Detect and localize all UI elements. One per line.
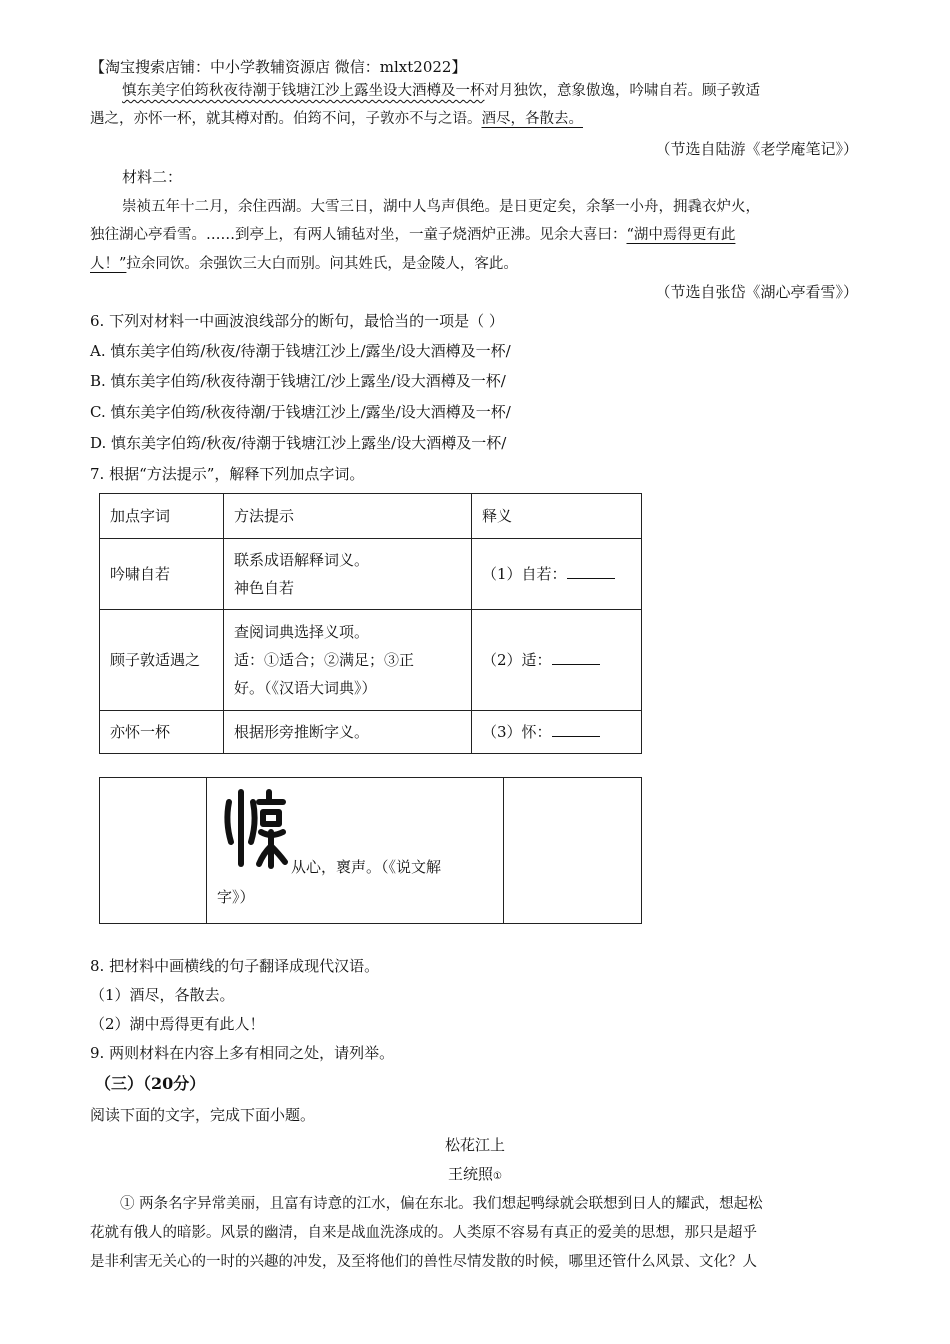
article-para-line2: 花就有俄人的暗影。风景的幽清，自来是战血洗涤成的。人类原不容易有真正的爱美的思想，那只是超乎 — [90, 1225, 757, 1241]
article-author — [0, 1163, 950, 1188]
material1-line1 — [122, 80, 760, 102]
row2-word: 顾子敦适遇之 — [100, 610, 224, 711]
article-title: 松花江上 — [444, 1136, 505, 1154]
row2-hint-line3: 好。（《汉语大词典》） — [234, 679, 377, 697]
seal-caption-line1: 从心，褱声。（《说文解 — [291, 858, 442, 876]
material1-source: （节选自陆游《老学庵笔记》） — [655, 140, 858, 158]
material2-line2 — [90, 224, 735, 246]
author-name: 王统照 — [448, 1165, 494, 1183]
answer-blank-3[interactable] — [552, 722, 600, 737]
q7-table — [99, 493, 642, 754]
row2-hint-line2: 适：①适合；②满足；③正 — [234, 651, 415, 669]
material1-line1-rest: 对月独饮，意象傲逸，吟啸自若。顾子敦适 — [484, 83, 760, 99]
q6-option-b: B. 慎东美字伯筠/秋夜待潮于钱塘江/沙上露坐/设大酒樽及一杯/ — [90, 372, 506, 390]
underlined-sentence-2b: 人！” — [90, 256, 127, 272]
material2-line3-rest: 拉余同饮。余强饮三大白而别。问其姓氏，是金陵人，客此。 — [126, 256, 518, 272]
q7-stem: 7. 根据“方法提示”，解释下列加点字词。 — [90, 465, 365, 483]
underlined-sentence-2a: “湖中焉得更有此 — [626, 227, 736, 243]
row3-meaning — [472, 711, 642, 754]
seal-caption-line2: 字》） — [217, 888, 255, 906]
article-para-line1: ① 两条名字异常美丽，且富有诗意的江水，偏在东北。我们想起鸭绿就会联想到日人的耀武，想起松 — [120, 1196, 763, 1212]
q6-option-a: A. 慎东美字伯筠/秋夜/待潮于钱塘江沙上/露坐/设大酒樽及一杯/ — [90, 342, 511, 360]
q6-stem: 6. 下列对材料一中画波浪线部分的断句，最恰当的一项是（ ） — [90, 312, 504, 330]
article-para-line3: 是非利害无关心的一时的兴趣的冲发，及至将他们的兽性尽情发散的时候，哪里还管什么风景、文化？人 — [90, 1254, 757, 1270]
q6-option-c: C. 慎东美字伯筠/秋夜待潮/于钱塘江沙上/露坐/设大酒樽及一杯/ — [90, 403, 511, 421]
seal-empty-cell-left — [100, 778, 207, 924]
row2-hint — [224, 610, 472, 711]
q8-item-1: （1）酒尽，各散去。 — [90, 986, 235, 1004]
row2-meaning — [472, 610, 642, 711]
row3-hint: 根据形旁推断字义。 — [224, 711, 472, 754]
q8-item-2: （2）湖中焉得更有此人！ — [90, 1015, 265, 1033]
seal-script-cell — [207, 778, 504, 924]
material2-line3 — [90, 253, 518, 275]
table-row — [100, 539, 642, 610]
section3-heading: （三）（20分） — [95, 1074, 206, 1093]
answer-blank-1[interactable] — [567, 564, 615, 579]
material1-line2 — [90, 108, 583, 130]
shop-note: 【淘宝搜索店铺：中小学教辅资源店 微信：mlxt2022】 — [90, 58, 467, 76]
header-word: 加点字词 — [100, 494, 224, 539]
row2-meaning-label: （2）适： — [482, 651, 552, 669]
row3-meaning-label: （3）怀： — [482, 723, 552, 741]
material2-heading: 材料二： — [122, 168, 183, 186]
seal-script-table — [99, 777, 642, 924]
row1-word: 吟啸自若 — [100, 539, 224, 610]
table-header-row — [100, 494, 642, 539]
author-footnote-marker: ① — [493, 1171, 502, 1182]
row1-meaning — [472, 539, 642, 610]
material2-line2-text: 独往湖心亭看雪。……到亭上，有两人铺毡对坐，一童子烧酒炉正沸。见余大喜曰： — [90, 227, 627, 243]
seal-script-huai-icon — [221, 788, 291, 870]
material2-source: （节选自张岱《湖心亭看雪》） — [655, 283, 858, 301]
answer-blank-2[interactable] — [552, 650, 600, 665]
underlined-sentence-1: 酒尽，各散去。 — [481, 111, 583, 127]
q6-option-d: D. 慎东美字伯筠/秋夜/待潮于钱塘江沙上露坐/设大酒樽及一杯/ — [90, 434, 507, 452]
section3-instruction: 阅读下面的文字，完成下面小题。 — [90, 1106, 316, 1124]
wavy-underlined-sentence: 慎东美字伯筠秋夜待潮于钱塘江沙上露坐设大酒樽及一杯 — [122, 83, 485, 99]
q8-stem: 8. 把材料中画横线的句子翻译成现代汉语。 — [90, 957, 380, 975]
material2-line1: 崇祯五年十二月，余住西湖。大雪三日，湖中人鸟声俱绝。是日更定矣，余拏一小舟，拥毳衣炉火， — [122, 199, 760, 215]
row1-hint-line2: 神色自若 — [234, 579, 295, 597]
row3-word: 亦怀一杯 — [100, 711, 224, 754]
material1-line2-text: 遇之，亦怀一杯，就其樽对酌。伯筠不问，子敦亦不与之语。 — [90, 111, 482, 127]
seal-empty-cell-right — [504, 778, 642, 924]
row1-meaning-label: （1）自若： — [482, 565, 567, 583]
row1-hint-line1: 联系成语解释词义。 — [234, 551, 370, 569]
row1-hint — [224, 539, 472, 610]
q9-stem: 9. 两则材料在内容上多有相同之处，请列举。 — [90, 1044, 395, 1062]
table-row — [100, 711, 642, 754]
row2-hint-line1: 查阅词典选择义项。 — [234, 623, 370, 641]
header-hint: 方法提示 — [224, 494, 472, 539]
header-meaning: 释义 — [472, 494, 642, 539]
table-row — [100, 610, 642, 711]
